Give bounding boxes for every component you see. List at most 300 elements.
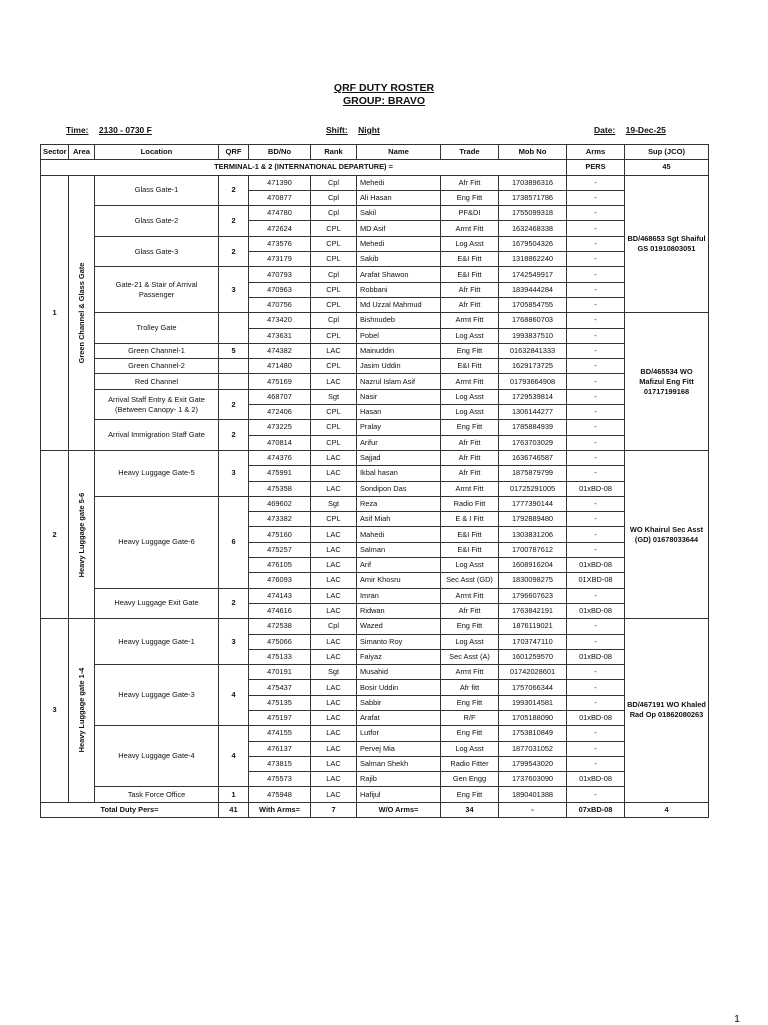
area-label: Green Channel & Glass Gate [76,262,86,364]
total-label: Total Duty Pers= [41,802,219,817]
bd-no-cell: 474376 [249,450,311,465]
location-cell: Heavy Luggage Gate-1 [95,619,219,665]
trade-cell: Log Asst [441,328,499,343]
location-cell: Red Channel [95,374,219,389]
name-cell: Arifur [357,435,441,450]
trade-cell: E&I Fitt [441,542,499,557]
sector-cell: 3 [41,619,69,803]
bd-no-cell: 474143 [249,588,311,603]
bd-no-cell: 475066 [249,634,311,649]
rank-cell: Cpl [311,619,357,634]
date-field [594,125,666,135]
qrf-cell: 2 [219,588,249,619]
mob-no-cell: 1799543020 [499,756,567,771]
arms-cell: - [567,787,625,802]
table-row [41,236,709,251]
mob-no-cell: 1636746587 [499,450,567,465]
trade-cell: Armt Fitt [441,588,499,603]
rank-cell: LAC [311,695,357,710]
mob-no-cell: 1738571786 [499,190,567,205]
qrf-cell: 1 [219,787,249,802]
mob-no-cell: 1768860703 [499,313,567,328]
bd-no-cell: 475257 [249,542,311,557]
name-cell: Hafijul [357,787,441,802]
table-row [41,389,709,404]
bd-no-cell: 472538 [249,619,311,634]
bd-no-cell: 473631 [249,328,311,343]
arms-cell: - [567,420,625,435]
mob-no-cell: 01632841333 [499,343,567,358]
rank-cell: Sgt [311,665,357,680]
trade-cell: Eng Fitt [441,619,499,634]
name-cell: Asif Miah [357,512,441,527]
arms-cell: - [567,619,625,634]
location-cell: Glass Gate-3 [95,236,219,267]
page-subtitle: GROUP: BRAVO [342,95,426,107]
rank-cell: LAC [311,573,357,588]
col-header: Sector [41,145,69,160]
trade-cell: Afr Fitt [441,175,499,190]
rank-cell: LAC [311,603,357,618]
bd-no-cell: 475160 [249,527,311,542]
mob-no-cell: 01725291005 [499,481,567,496]
arms-cell: - [567,741,625,756]
bd-no-cell: 476093 [249,573,311,588]
rank-cell: Cpl [311,175,357,190]
arms-cell: - [567,359,625,374]
name-cell: Wazed [357,619,441,634]
arms-cell: 01xBD-08 [567,481,625,496]
col-header: Arms [567,145,625,160]
bd-no-cell: 471480 [249,359,311,374]
col-header: BD/No [249,145,311,160]
table-row [41,619,709,634]
name-cell: MD Asif [357,221,441,236]
arms-cell: - [567,374,625,389]
rank-cell: CPL [311,282,357,297]
trade-cell: PF&DI [441,206,499,221]
rank-cell: LAC [311,772,357,787]
mob-no-cell: 1700787612 [499,542,567,557]
rank-cell: CPL [311,221,357,236]
time-value: 2130 - 0730 F [98,125,152,135]
trade-cell: Afr Fitt [441,282,499,297]
arms-cell: - [567,695,625,710]
trade-cell: E&I Fitt [441,359,499,374]
col-header: Area [69,145,95,160]
rank-cell: LAC [311,634,357,649]
arms-cell: - [567,496,625,511]
name-cell: Lutfor [357,726,441,741]
terminal-pers-value: 45 [625,160,709,175]
header-row [41,145,709,160]
sector-cell: 2 [41,450,69,618]
name-cell: Musahid [357,665,441,680]
bd-no-cell: 475573 [249,772,311,787]
bd-no-cell: 470191 [249,665,311,680]
trade-cell: Armt Fitt [441,221,499,236]
arms-cell: 01xBD-08 [567,603,625,618]
mob-no-cell: 1705854755 [499,297,567,312]
bd-no-cell: 468707 [249,389,311,404]
wo-arms-label: W/O Arms= [357,802,441,817]
bd-no-cell: 473815 [249,756,311,771]
table-row [41,359,709,374]
bd-no-cell: 475133 [249,649,311,664]
mob-no-cell: 1601259570 [499,649,567,664]
date-value: 19-Dec-25 [625,125,666,135]
rank-cell: LAC [311,466,357,481]
area-cell [69,175,95,450]
trade-cell: E&I Fitt [441,527,499,542]
name-cell: Arif [357,558,441,573]
arms-cell: - [567,175,625,190]
rank-cell: LAC [311,481,357,496]
arms-cell: - [567,542,625,557]
arms-cell: - [567,252,625,267]
arms-cell: - [567,297,625,312]
arms-cell: - [567,726,625,741]
arms-cell: - [567,405,625,420]
name-cell: Bosir Uddin [357,680,441,695]
mob-no-cell: 01793664908 [499,374,567,389]
bd-no-cell: 474780 [249,206,311,221]
col-header: Name [357,145,441,160]
rank-cell: Cpl [311,190,357,205]
qrf-cell: 2 [219,420,249,451]
arms-cell: - [567,328,625,343]
rank-cell: LAC [311,710,357,725]
rank-cell: Sgt [311,496,357,511]
name-cell: Sabbir [357,695,441,710]
rank-cell: CPL [311,512,357,527]
mob-no-cell: 1877031052 [499,741,567,756]
qrf-cell: 2 [219,206,249,237]
bd-no-cell: 473576 [249,236,311,251]
supervisor-cell: BD/465534 WO Mafizul Eng Fitt 01717199168 [625,313,709,451]
qrf-cell: 3 [219,450,249,496]
rank-cell: LAC [311,649,357,664]
trade-cell: Log Asst [441,389,499,404]
terminal-label: TERMINAL-1 & 2 (INTERNATIONAL DEPARTURE) = [41,160,567,175]
bd-no-cell: 475437 [249,680,311,695]
name-cell: Mahedi [357,527,441,542]
total-sup: 4 [625,802,709,817]
location-cell: Heavy Luggage Gate-3 [95,665,219,726]
trade-cell: Log Asst [441,236,499,251]
mob-no-cell: 1703747110 [499,634,567,649]
table-row [41,787,709,802]
rank-cell: LAC [311,542,357,557]
arms-cell: - [567,282,625,297]
trade-cell: Armt Fitt [441,313,499,328]
name-cell: Amir Khosru [357,573,441,588]
trade-cell: Afr Fitt [441,435,499,450]
mob-no-cell: 1785884939 [499,420,567,435]
mob-no-cell: 1608916204 [499,558,567,573]
trade-cell: Afr Fitt [441,297,499,312]
table-row [41,343,709,358]
trade-cell: Armt Fitt [441,665,499,680]
bd-no-cell: 475197 [249,710,311,725]
rank-cell: LAC [311,726,357,741]
bd-no-cell: 472624 [249,221,311,236]
name-cell: Robbani [357,282,441,297]
rank-cell: CPL [311,297,357,312]
table-row [41,206,709,221]
trade-cell: Log Asst [441,634,499,649]
trade-cell: Radio Fitt [441,496,499,511]
arms-cell: - [567,435,625,450]
mob-no-cell: 1792889480 [499,512,567,527]
col-header: Location [95,145,219,160]
mob-no-cell: 1737603090 [499,772,567,787]
trade-cell: Eng Fitt [441,695,499,710]
name-cell: Pobel [357,328,441,343]
sector-cell: 1 [41,175,69,450]
bd-no-cell: 470963 [249,282,311,297]
table-row [41,450,709,465]
rank-cell: LAC [311,558,357,573]
rank-cell: CPL [311,252,357,267]
trade-cell: Eng Fitt [441,190,499,205]
location-cell: Glass Gate-1 [95,175,219,206]
mob-no-cell: 1890401388 [499,787,567,802]
trade-cell: Gen Engg [441,772,499,787]
name-cell: Ali Hasan [357,190,441,205]
duty-roster-table [40,144,709,818]
mob-no-cell: 1876119021 [499,619,567,634]
bd-no-cell: 476105 [249,558,311,573]
arms-cell: - [567,206,625,221]
table-row [41,665,709,680]
qrf-cell: 2 [219,236,249,267]
mob-no-cell: 1777390144 [499,496,567,511]
bd-no-cell: 475135 [249,695,311,710]
qrf-cell [219,359,249,374]
location-cell: Arrival Immigration Staff Gate [95,420,219,451]
arms-cell: 01xBD-08 [567,772,625,787]
name-cell: Mehedi [357,236,441,251]
trade-cell: Eng Fitt [441,420,499,435]
mob-no-cell: 1703896316 [499,175,567,190]
location-cell: Arrival Staff Entry & Exit Gate (Between Canopy- 1 & 2) [95,389,219,420]
mob-no-cell: 1306144277 [499,405,567,420]
name-cell: Ikbal hasan [357,466,441,481]
name-cell: Jasim Uddin [357,359,441,374]
trade-cell: Log Asst [441,405,499,420]
arms-cell: - [567,756,625,771]
rank-cell: Sgt [311,389,357,404]
bd-no-cell: 474616 [249,603,311,618]
time-label: Time: [66,125,89,135]
col-header: Rank [311,145,357,160]
trade-cell: R/F [441,710,499,725]
name-cell: Mainuddin [357,343,441,358]
location-cell: Green Channel-2 [95,359,219,374]
location-cell: Trolley Gate [95,313,219,344]
mob-no-cell: 1875879799 [499,466,567,481]
date-label: Date: [594,125,616,135]
name-cell: Salman Shekh [357,756,441,771]
table-row [41,726,709,741]
shift-value: Night [358,125,380,135]
name-cell: Sakil [357,206,441,221]
mob-no-cell: 1993837510 [499,328,567,343]
name-cell: Mehedi [357,175,441,190]
name-cell: Ridwan [357,603,441,618]
rank-cell: LAC [311,450,357,465]
arms-cell: - [567,190,625,205]
mob-no-cell: 01742028601 [499,665,567,680]
arms-cell: - [567,634,625,649]
bd-no-cell: 470756 [249,297,311,312]
bd-no-cell: 474155 [249,726,311,741]
terminal-row [41,160,709,175]
rank-cell: LAC [311,527,357,542]
arms-cell: - [567,221,625,236]
arms-cell: - [567,343,625,358]
supervisor-cell: BD/468653 Sgt Shaiful GS 01910803051 [625,175,709,313]
qrf-cell: 4 [219,665,249,726]
shift-field [326,125,380,135]
bd-no-cell: 475358 [249,481,311,496]
mob-no-cell: 1318862240 [499,252,567,267]
wo-arms-count: 34 [441,802,499,817]
col-header: QRF [219,145,249,160]
supervisor-cell: WO Khairul Sec Asst (GD) 01678033644 [625,450,709,618]
total-mob: - [499,802,567,817]
arms-cell: 01xBD-08 [567,649,625,664]
table-row [41,267,709,282]
rank-cell: Cpl [311,267,357,282]
arms-cell: - [567,665,625,680]
bd-no-cell: 475991 [249,466,311,481]
mob-no-cell: 1705188090 [499,710,567,725]
trade-cell: Log Asst [441,741,499,756]
mob-no-cell: 1993014581 [499,695,567,710]
location-cell: Green Channel-1 [95,343,219,358]
name-cell: Simanto Roy [357,634,441,649]
bd-no-cell: 475948 [249,787,311,802]
table-row [41,313,709,328]
trade-cell: E&I Fitt [441,252,499,267]
arms-cell: - [567,588,625,603]
arms-cell: - [567,450,625,465]
arms-cell: - [567,267,625,282]
trade-cell: Radio Fitter [441,756,499,771]
rank-cell: LAC [311,756,357,771]
rank-cell: Cpl [311,313,357,328]
bd-no-cell: 470814 [249,435,311,450]
arms-cell: - [567,527,625,542]
name-cell: Sakib [357,252,441,267]
location-cell: Glass Gate-2 [95,206,219,237]
mob-no-cell: 1679504326 [499,236,567,251]
time-field [66,125,152,135]
bd-no-cell: 473420 [249,313,311,328]
trade-cell: Sec Asst (A) [441,649,499,664]
name-cell: Arafat [357,710,441,725]
trade-cell: E&I Fitt [441,267,499,282]
shift-label: Shift: [326,125,348,135]
name-cell: Pralay [357,420,441,435]
terminal-pers-label: PERS [567,160,625,175]
total-row [41,802,709,817]
rank-cell: LAC [311,588,357,603]
mob-no-cell: 1755099318 [499,206,567,221]
trade-cell: Eng Fitt [441,726,499,741]
rank-cell: LAC [311,374,357,389]
mob-no-cell: 1763703029 [499,435,567,450]
total-arms: 07xBD-08 [567,802,625,817]
arms-cell: 01xBD-08 [567,710,625,725]
qrf-cell: 5 [219,343,249,358]
location-cell: Task Force Office [95,787,219,802]
total-pers: 41 [219,802,249,817]
bd-no-cell: 471390 [249,175,311,190]
with-arms-label: With Arms= [249,802,311,817]
with-arms-count: 7 [311,802,357,817]
arms-cell: - [567,680,625,695]
bd-no-cell: 474382 [249,343,311,358]
table-row [41,420,709,435]
table-row [41,175,709,190]
name-cell: Rajib [357,772,441,787]
bd-no-cell: 473179 [249,252,311,267]
trade-cell: Afr Fitt [441,603,499,618]
name-cell: Nasir [357,389,441,404]
qrf-cell: 4 [219,726,249,787]
trade-cell: Afr fitt [441,680,499,695]
page-number: 1 [734,1013,740,1025]
trade-cell: Log Asst [441,558,499,573]
bd-no-cell: 476137 [249,741,311,756]
location-cell: Gate-21 & Stair of Arrival Passenger [95,267,219,313]
bd-no-cell: 470793 [249,267,311,282]
trade-cell: E & I Fitt [441,512,499,527]
arms-cell: - [567,236,625,251]
trade-cell: Armt Fitt [441,481,499,496]
qrf-cell [219,374,249,389]
location-cell: Heavy Luggage Gate-4 [95,726,219,787]
area-label: Heavy Luggage gate 5-6 [76,492,86,577]
qrf-cell [219,313,249,344]
name-cell: Reza [357,496,441,511]
rank-cell: CPL [311,420,357,435]
rank-cell: CPL [311,236,357,251]
name-cell: Pervej Mia [357,741,441,756]
bd-no-cell: 475169 [249,374,311,389]
qrf-cell: 3 [219,267,249,313]
mob-no-cell: 1830098275 [499,573,567,588]
area-cell [69,619,95,803]
qrf-cell: 2 [219,175,249,206]
mob-no-cell: 1753810849 [499,726,567,741]
col-header: Mob No [499,145,567,160]
rank-cell: CPL [311,435,357,450]
arms-cell: - [567,389,625,404]
qrf-cell: 3 [219,619,249,665]
qrf-cell: 6 [219,496,249,588]
arms-cell: 01xBD-08 [567,558,625,573]
rank-cell: CPL [311,328,357,343]
supervisor-cell: BD/467191 WO Khaled Rad Op 01862080263 [625,619,709,803]
trade-cell: Afr Fitt [441,450,499,465]
rank-cell: CPL [311,405,357,420]
arms-cell: - [567,512,625,527]
name-cell: Sajjad [357,450,441,465]
